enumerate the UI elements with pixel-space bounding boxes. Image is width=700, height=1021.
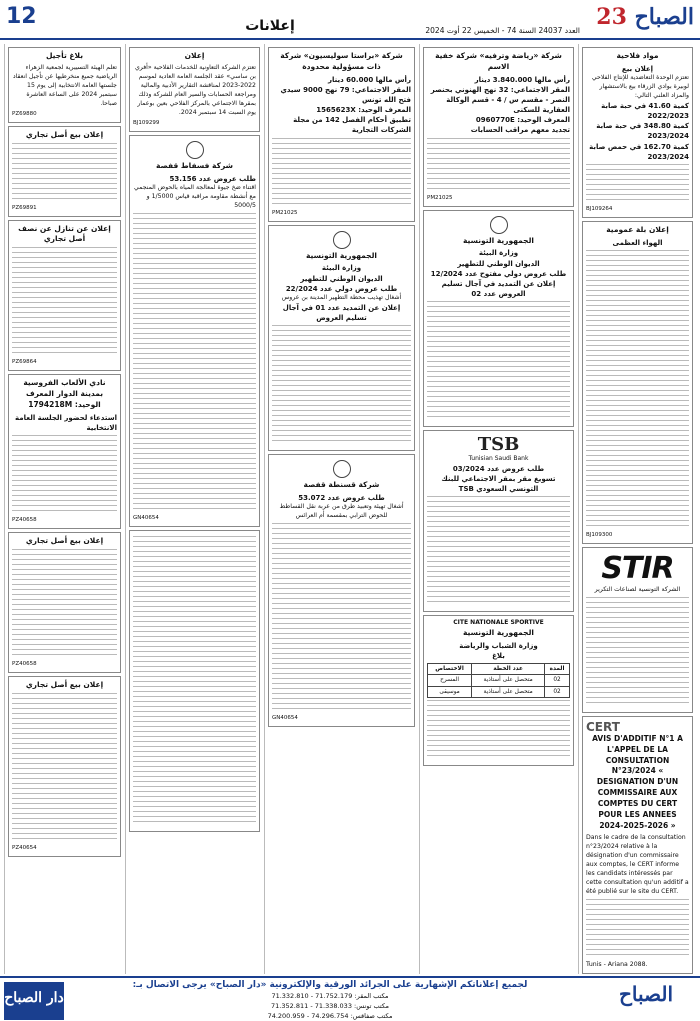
column-2 (125, 44, 263, 974)
column-4 (419, 44, 577, 974)
section-title: إعلانات (245, 18, 295, 34)
ad-ref: PZ40658 (12, 661, 37, 668)
section-heading: مواد فلاحية (616, 51, 659, 60)
ad-text-lines (586, 899, 689, 959)
cooperative-notice (129, 47, 260, 132)
bank-subtitle: تسويغ مقر بمقر الاجتماعي للبنك التونسي السعودي TSB (441, 474, 556, 494)
agriculture-sale (582, 47, 693, 218)
positions-table (427, 663, 570, 698)
sale-notice-2 (8, 532, 121, 673)
ad-heading-3: الديوان الوطني للتطهير (457, 259, 540, 268)
phosphate-tender-3 (268, 454, 415, 727)
ad-capital: رأس مالها 3.840.000 دينار (474, 75, 570, 84)
ad-title: إعلان بيع أصل تجاري (25, 129, 104, 139)
ad-text-lines (133, 536, 256, 826)
republic-emblem-icon (333, 231, 351, 249)
ad-title: إعلان بيع (621, 64, 654, 73)
newspaper-logo: 23 الصباح (596, 4, 694, 30)
stir-logo: STIR (601, 550, 674, 586)
ad-ref: PM21025 (272, 209, 298, 216)
footer-logo-right: الصباح (618, 982, 674, 1006)
phosphate-tender-2 (129, 530, 260, 832)
ad-ref: PZ69880 (12, 110, 37, 117)
ad-subtitle: استدعاء لحضور الجلسة العامة الانتخابية (15, 413, 117, 433)
footer-office: مكتب المقر: 71.752.179 - 71.332.810 (271, 992, 389, 1000)
page-number: 12 (6, 4, 37, 29)
ad-text-lines (12, 247, 117, 357)
ad-text-lines (272, 325, 411, 445)
ad-line: كمية 348.80 في حبة صابة 2023/2024 (596, 122, 689, 141)
ad-body: تعتزم الوحدة التعاضدية للإنتاج الفلاحي لوبيرة بوادي الزرقاء بيع بالاستشهار والمزاد العلني التالي: (591, 74, 689, 99)
sports-city-notice (423, 615, 574, 766)
ad-text-lines (586, 250, 689, 530)
ad-title: شركة «براستا سوليسيون» شركة ذات مسؤولية محدودة (280, 51, 403, 71)
ad-id: المعرف الوحيد: 1565623X (316, 106, 411, 115)
ad-notice: بلاغ (492, 651, 505, 660)
table-row: 02 متحصل على أستاذية موسيقى (428, 686, 570, 697)
ad-text-lines (12, 549, 117, 659)
ad-text-lines (272, 138, 411, 208)
phosphate-tender (129, 135, 260, 527)
ad-subtitle: طلب عروض دولي مفتوح عدد 12/2024 (430, 269, 567, 278)
ad-text-lines (586, 597, 689, 707)
footer-logo-left: دار الصباح (4, 982, 64, 1020)
ad-body: تعتزم الشركة التعاونية للخدمات الفلاحية «أفري بن ساسي» عقد الجلسة العامة العادية لموسم 2022-2023 لمناقشة التقارير الأدبية والمالية ومراجعة الحسابات والسير العام للشركة وذلك بمقرها الاجتماعي بالمركز الفلاحي بعين بوعمار يوم السبت 14 سبتمبر 2024. (134, 63, 256, 116)
ad-text-lines (427, 496, 570, 606)
ad-title: إعلان بلة عمومية (606, 224, 669, 234)
ad-title: شركة «رياضة وترفيه» شركة خفية الاسم (435, 51, 562, 71)
ad-text-lines (12, 693, 117, 843)
column-5 (578, 44, 696, 974)
bank-tender (423, 430, 574, 612)
company-emblem-icon (333, 460, 351, 478)
ad-address: المقر الاجتماعي: 79 نهج 9000 سيدي فتح الله تونس (280, 85, 411, 105)
bank-name: Tunisian Saudi Bank (468, 455, 529, 463)
ad-id: المعرف الوحيد: 0960770E (475, 116, 570, 125)
cert-logo: CERT (586, 719, 620, 734)
ad-text-lines (12, 435, 117, 515)
company-notice (268, 47, 415, 222)
ad-ref: PZ40654 (12, 844, 37, 851)
ad-ref: PZ40658 (12, 517, 37, 524)
ad-body: Dans le cadre de la consultation n°23/2024 relative à la désignation d'un commissaire aux comptes, le CERT informe les candidats intéressés par cette consultation qu'un additif a été publié sur le site du CERT. (586, 833, 689, 895)
ad-title: نادي الألعاب الفروسية بمدينة الدوار المعرف الوحيد: 1794218M (23, 378, 106, 410)
club-notice (8, 374, 121, 529)
ad-heading-2: وزارة الشباب والرياضة (459, 641, 538, 650)
ad-title: شركة قسنطة قفصة (303, 480, 380, 490)
ad-ref: PZ69891 (12, 204, 37, 211)
ad-subtitle-2: أشغال تهذيب محطة التطهير المدينة بن عروس (281, 293, 402, 301)
column-1 (4, 44, 124, 974)
sports-logo: CITE NATIONALE SPORTIVE (453, 619, 544, 627)
transfer-notice (8, 220, 121, 372)
bank-logo: TSB (477, 434, 520, 456)
ad-heading-3: الديوان الوطني للتطهير (300, 274, 383, 283)
sanitation-tender-2 (423, 210, 574, 428)
bank-notice: طلب عروض عدد 03/2024 (452, 464, 545, 473)
ad-text-lines (586, 164, 689, 204)
ad-title: إعلان بيع أصل تجاري (25, 680, 104, 690)
ad-address: المقر الاجتماعي: 32 نهج الهنوني بحنصر النصر - مقسم س / 4 - قسم الوكالة العقارية للسكنى (430, 85, 570, 115)
ad-text-lines (133, 213, 256, 513)
ad-subtitle: الهواء العظمى (612, 238, 663, 247)
ad-title: إعلان بيع أصل تجاري (25, 536, 104, 546)
ad-ref: PM21025 (427, 194, 453, 201)
sanitation-tender (268, 225, 415, 452)
ad-body: تعلم الهيئة التسييرية لجمعية الزهراء الرياضية جميع منخرطيها عن تأجيل انعقاد جلستها العامة الانتخابية إلى يوم 15 سبتمبر 2024 على الساعة العاشرة صباحا. (12, 63, 117, 107)
cert-notice (582, 716, 693, 974)
ad-heading-1: الجمهورية التونسية (306, 250, 377, 260)
stir-subtitle: الشركة التونسية لصناعات التكرير (594, 585, 681, 593)
ad-ref: Tunis - Ariana 2088. (586, 960, 648, 968)
ad-heading-2: وزارة البيئة (478, 249, 519, 258)
table-row: 02 متحصل على أستاذية المسرح (428, 675, 570, 686)
ad-desc: اقتناء ضخ جيوة لمعالجة المياه بالحوض المنجمي مع أنشطة مقاومة مراقبة قياس 1/5000 و 5000/5 (133, 183, 256, 209)
ad-ref: PZ69864 (12, 359, 37, 366)
stir-notice (582, 547, 693, 713)
ad-text-lines (427, 301, 570, 421)
ad-heading-2: وزارة البيئة (321, 264, 362, 273)
ad-ref: BJ109264 (586, 205, 613, 212)
republic-emblem-icon (490, 216, 508, 234)
ad-line: كمية 162.70 في حمص صابة 2023/2024 (589, 142, 689, 161)
ad-extra: تجديد معهم مراقب الحسابات (470, 126, 570, 135)
ad-heading-1: الجمهورية التونسية (463, 235, 534, 245)
ad-title: إعلان (184, 51, 205, 60)
ad-title: إعلان عن تنازل عن نصف أصل تجاري (18, 223, 111, 244)
footer-contacts (70, 980, 590, 1020)
ad-subtitle: طلب عروض دولي عدد 22/2024 (285, 284, 398, 293)
ad-ref: GN40654 (272, 715, 298, 722)
ad-text-lines (427, 700, 570, 760)
ad-notice: إعلان عن التمديد في آجال تسليم العروض عدد 02 (441, 279, 556, 298)
table-header: المدة (545, 664, 570, 675)
footer-office: مكتب صفاقس: 74.296.754 - 74.200.959 (267, 1012, 393, 1020)
ad-ref: GN40654 (133, 514, 159, 521)
sale-notice-3 (8, 676, 121, 857)
ads-columns (4, 44, 696, 974)
ad-notice: إعلان عن التمديد عدد 01 في آجال تسليم العروض (282, 303, 401, 322)
postponement-notice (8, 47, 121, 123)
ad-heading-1: الجمهورية التونسية (463, 627, 534, 637)
ad-subtitle: طلب عروض عدد 53.072 (298, 494, 385, 502)
sale-notice (8, 126, 121, 217)
ad-capital: رأس مالها 60.000 دينار (327, 75, 411, 84)
ad-subtitle: طلب عروض عدد 53.156 (169, 174, 256, 183)
ad-desc: أشغال تهيئة وتعبيد طرق من عربة نقل القساطط للحوض الترابي بمقسمة أم العرائس (279, 503, 404, 520)
ad-ref: BJ109299 (133, 119, 160, 126)
ad-title: شركة فسفاط قفصة (156, 160, 233, 170)
ad-title: بلاغ تأجيل (45, 51, 84, 60)
issue-info: العدد 24037 السنة 74 - الخميس 22 أوت 2024 (425, 26, 580, 35)
sports-company-notice (423, 47, 574, 207)
ad-ref: BJ109300 (586, 531, 613, 538)
masthead (0, 0, 700, 40)
public-sale (582, 221, 693, 544)
footer-office: مكتب تونس: 71.338.033 - 71.352.811 (271, 1002, 389, 1010)
ad-text-lines (427, 138, 570, 193)
company-emblem-icon (186, 141, 204, 159)
ad-extra: تطبيق أحكام الفصل 142 من مجلة الشركات التجارية (293, 116, 411, 135)
ad-line: كمية 41.60 في حبة صابة 2022/2023 (601, 101, 689, 121)
ad-text-lines (272, 523, 411, 713)
ad-text-lines (12, 143, 117, 203)
ad-title: AVIS D'ADDITIF N°1 A L'APPEL DE LA CONSULTATION N°23/2024 « DESIGNATION D'UN COMMISSAIRE AUX COMPTES DU CERT POUR LES ANNEES 2024-2025-2026 » (592, 733, 683, 830)
table-header: الاختصاص (428, 664, 472, 675)
footer-heading: لجميع إعلاناتكم الإشهارية على الجرائد الورقية والإلكترونية «دار الصباح» يرجى الاتصال بـ: (132, 980, 528, 990)
table-header: عدد الخطة (472, 664, 545, 675)
footer (0, 976, 700, 1021)
column-3 (264, 44, 418, 974)
